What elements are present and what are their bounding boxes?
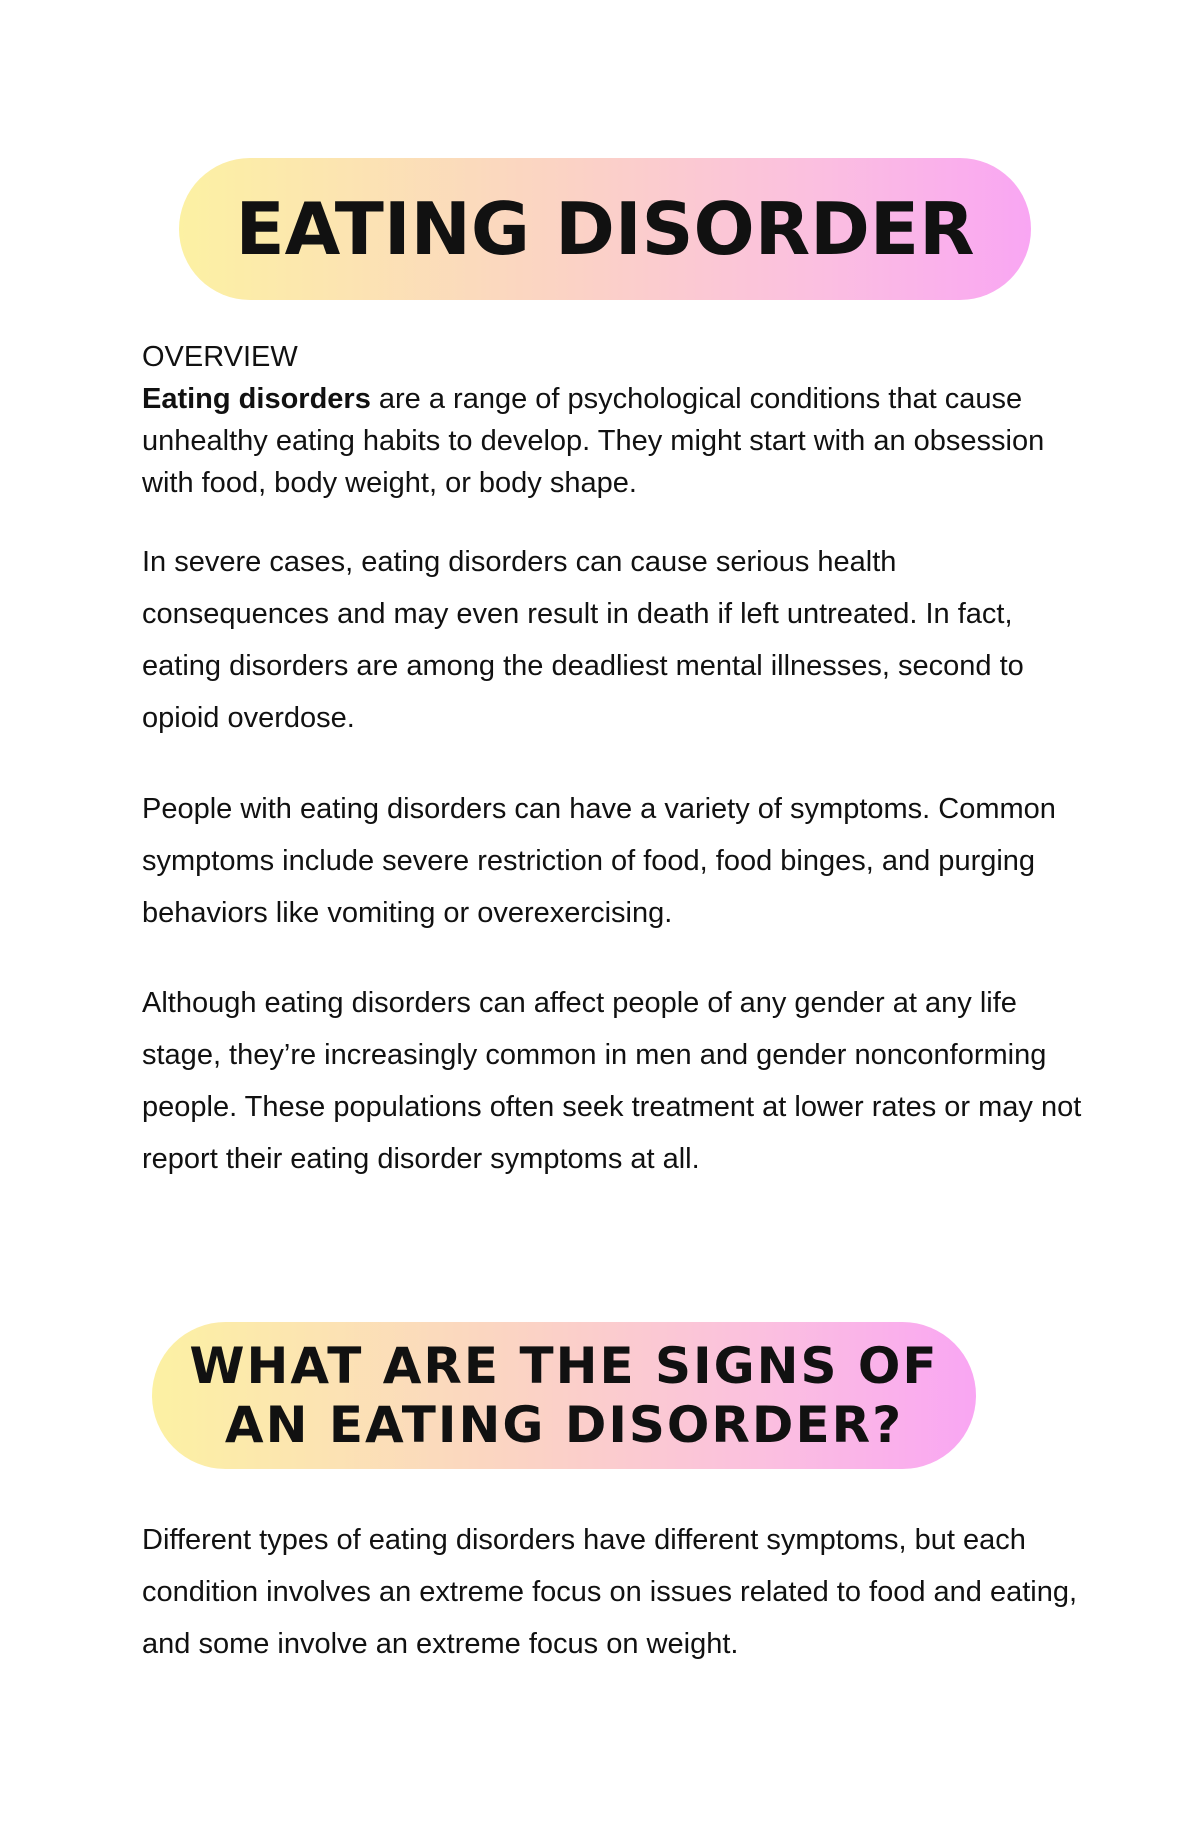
overview-intro-paragraph [142, 378, 1082, 504]
signs-paragraph: Different types of eating disorders have different symptoms, but each condition involves an extreme focus on issues related to food and eating, and some involve an extreme focus on weight. [142, 1524, 1078, 1660]
signs-banner [152, 1322, 976, 1469]
title-banner [179, 158, 1031, 300]
signs-heading: WHAT ARE THE SIGNS OF AN EATING DISORDER? [189, 1336, 939, 1454]
overview-section [142, 336, 1082, 504]
overview-heading: OVERVIEW [142, 341, 298, 373]
intro-text: are a range of psychological conditions that cause unhealthy eating habits to develop. They might start with an obsession with food, body weight, or body shape. [142, 383, 1045, 499]
gender-paragraph: Although eating disorders can affect people of any gender at any life stage, they’re increasingly common in men and gender nonconforming people. These populations often seek treatment at lower rates or may not report their eating disorder symptoms at all. [142, 987, 1082, 1175]
page-title: EATING DISORDER [235, 187, 975, 271]
severity-paragraph: In severe cases, eating disorders can cause serious health consequences and may even result in death if left untreated. In fact, eating disorders are among the deadliest mental illnesses, second to opioid overdose. [142, 546, 1024, 734]
intro-bold-term: Eating disorders [142, 383, 371, 415]
symptoms-paragraph: People with eating disorders can have a variety of symptoms. Common symptoms include severe restriction of food, food binges, and purging behaviors like vomiting or overexercising. [142, 793, 1056, 929]
